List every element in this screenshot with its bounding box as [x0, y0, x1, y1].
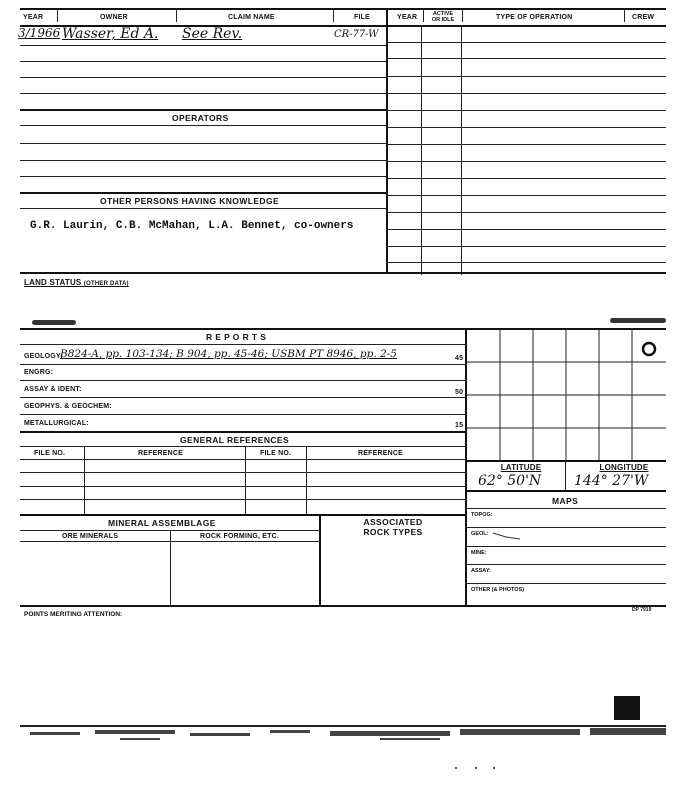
header-crew: CREW — [632, 14, 655, 21]
operators-heading: OPERATORS — [172, 113, 229, 123]
maps-other-label: OTHER (& PHOTOS) — [471, 587, 525, 593]
owner-entry-file: CR-77-W — [334, 29, 379, 40]
points-meriting-attention-label: POINTS MERITING ATTENTION: — [24, 611, 123, 618]
report-number-15: 15 — [455, 422, 464, 429]
location-grid-lines — [467, 329, 666, 460]
geology-label: GEOLOGY: — [24, 353, 63, 360]
associated-rock-types-line2: ROCK TYPES — [363, 527, 423, 537]
header-claim-name: CLAIM NAME — [228, 14, 275, 21]
geol-pencil-mark — [492, 531, 522, 541]
maps-topog-label: TOPOG: — [471, 512, 493, 518]
report-number-45: 45 — [455, 355, 464, 362]
rock-forming-heading: ROCK FORMING, ETC. — [200, 533, 280, 540]
grid-location-marker — [643, 339, 655, 350]
scan-noise-strip — [0, 690, 678, 770]
report-number-50: 50 — [455, 389, 464, 396]
ref-col-file-no-2: FILE NO. — [260, 450, 292, 457]
ref-col-file-no-1: FILE NO. — [34, 450, 66, 457]
header-owner: OWNER — [100, 14, 128, 21]
assay-ident-label: ASSAY & IDENT: — [24, 386, 82, 393]
ore-minerals-heading: ORE MINERALS — [62, 533, 119, 540]
maps-heading: MAPS — [552, 496, 579, 506]
metallurgical-label: METALLURGICAL: — [24, 420, 89, 427]
ref-col-reference-2: REFERENCE — [358, 450, 403, 457]
header-type-of-operation: TYPE OF OPERATION — [496, 14, 573, 21]
latitude-value: 62° 50'N — [478, 473, 542, 489]
latitude-label: LATITUDE — [500, 463, 542, 472]
header-year: YEAR — [23, 14, 44, 21]
associated-rock-types-line1: ASSOCIATED — [363, 517, 423, 527]
geology-value: B824-A, pp. 103-134; B 904, pp. 45-46; USBM PT 8946, pp. 2-5 — [60, 348, 397, 360]
engrg-label: ENGRG: — [24, 369, 54, 376]
reports-heading: R E P O R T S — [206, 332, 267, 342]
other-persons-text: G.R. Laurin, C.B. McMahan, L.A. Bennet, co-owners — [30, 220, 354, 232]
header-year-2: YEAR — [397, 14, 418, 21]
longitude-value: 144° 27'W — [574, 473, 649, 489]
other-persons-heading: OTHER PERSONS HAVING KNOWLEDGE — [100, 196, 280, 206]
header-active-2: OR IDLE — [431, 17, 455, 23]
land-status-heading — [24, 278, 129, 287]
header-file: FILE — [354, 14, 370, 21]
location-grid — [467, 329, 666, 460]
maps-mine-label: MINE: — [471, 550, 487, 556]
geophys-geochem-label: GEOPHYS. & GEOCHEM: — [24, 403, 112, 410]
maps-assay-label: ASSAY: — [471, 568, 491, 574]
maps-geol-label: GEOL: — [471, 531, 489, 537]
general-references-heading: GENERAL REFERENCES — [180, 435, 290, 445]
longitude-label: LONGITUDE — [599, 463, 649, 472]
owner-entry-owner: Wasser, Ed A. — [62, 26, 159, 42]
header-active-1: ACTIVE — [432, 11, 454, 17]
mineral-assemblage-heading: MINERAL ASSEMBLAGE — [108, 518, 216, 528]
owner-entry-claim-name: See Rev. — [182, 26, 243, 42]
land-status-label: LAND STATUS — [24, 278, 82, 287]
form-number: DP 7919 — [632, 607, 652, 613]
land-status-note: (OTHER DATA) — [83, 281, 129, 287]
ref-col-reference-1: REFERENCE — [138, 450, 183, 457]
owner-entry-year: 3/1966 — [18, 26, 61, 40]
